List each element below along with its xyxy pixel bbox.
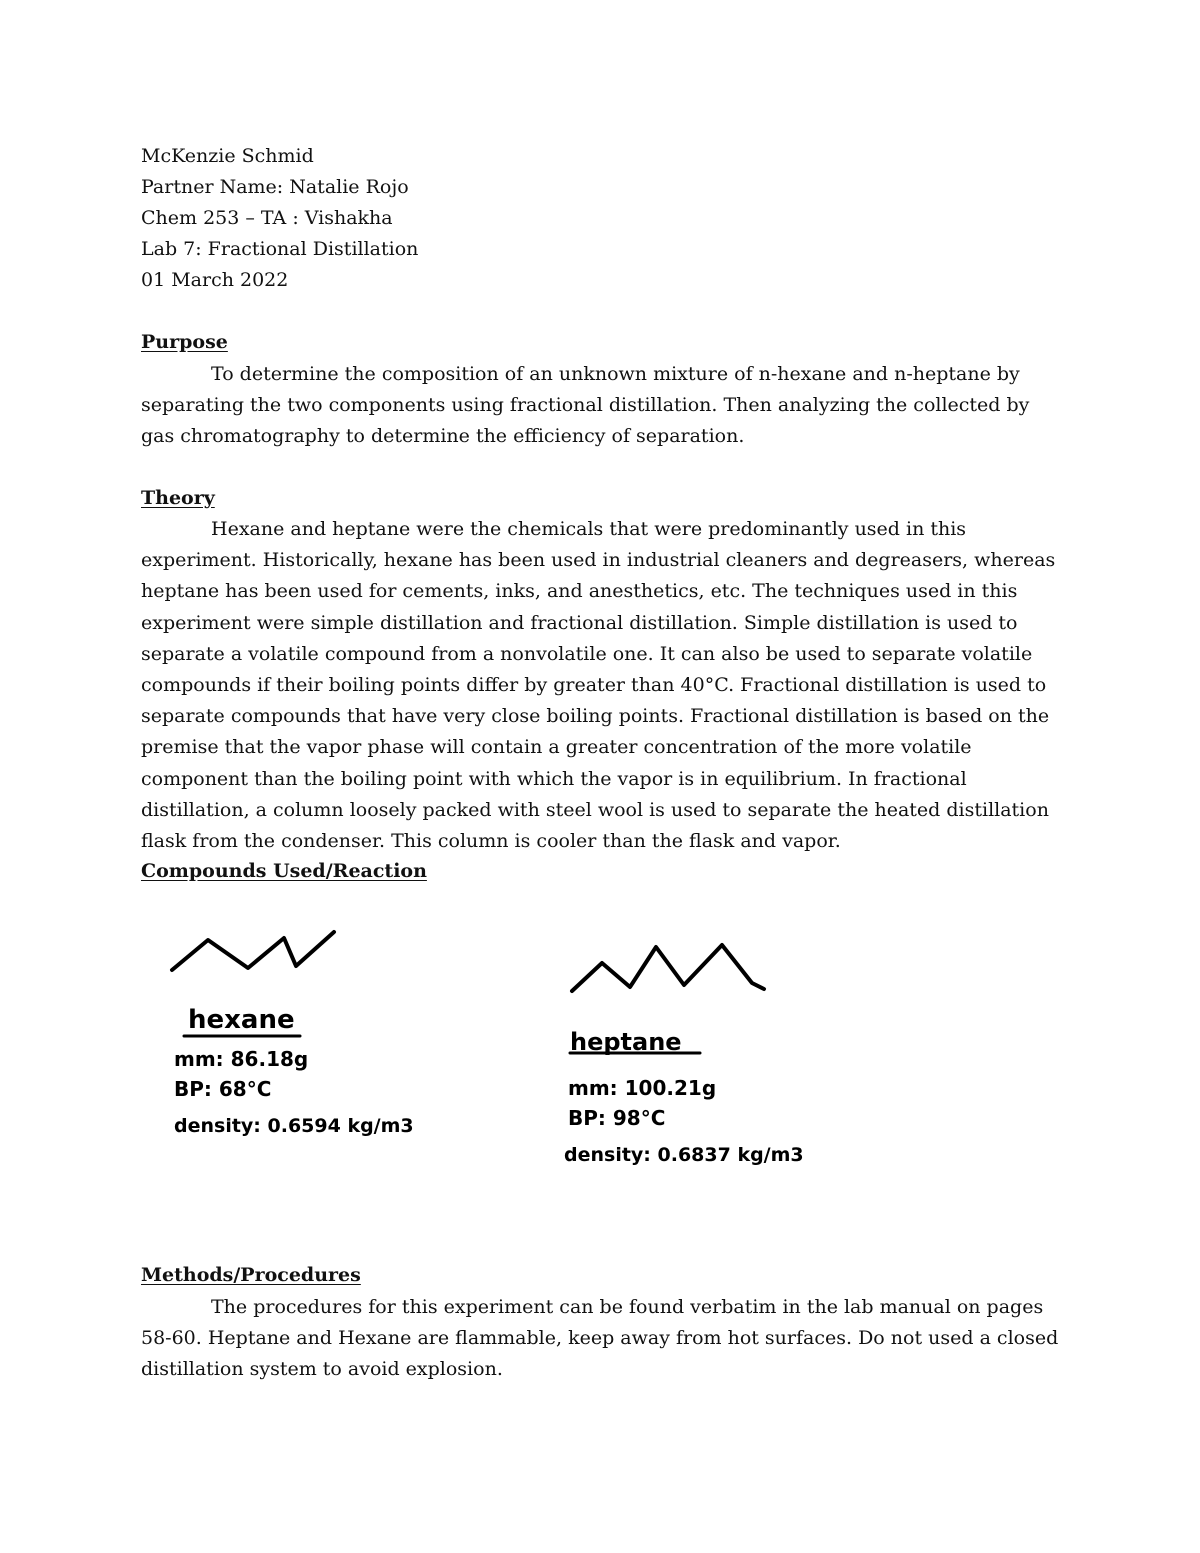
hexane-density: density: 0.6594 kg/m3: [174, 1115, 414, 1137]
hexane-boiling-point: BP: 68°C: [174, 1077, 272, 1101]
lab-title: Lab 7: Fractional Distillation: [141, 238, 419, 260]
methods-paragraph: [141, 1292, 1066, 1386]
purpose-paragraph: [141, 359, 1066, 453]
methods-text: The procedures for this experiment can be found verbatim in the lab manual on pages 58-60. Heptane and Hexane are flammable, keep away from hot surfaces. Do not used a closed distillation system to avoid explosion.: [141, 1296, 1059, 1381]
hexane-structure-drawing: [160, 920, 420, 1160]
heptane-skeletal-formula: [572, 945, 764, 991]
hexane-skeletal-formula: [172, 932, 334, 970]
hexane-label: hexane: [188, 1005, 295, 1035]
heptane-label: heptane: [570, 1028, 682, 1056]
purpose-heading: Purpose: [141, 331, 228, 353]
author-name: McKenzie Schmid: [141, 145, 314, 167]
theory-heading: Theory: [141, 487, 215, 509]
course-line: Chem 253 – TA : Vishakha: [141, 207, 393, 229]
report-date: 01 March 2022: [141, 269, 289, 291]
heptane-boiling-point: BP: 98°C: [568, 1106, 666, 1130]
heptane-density: density: 0.6837 kg/m3: [564, 1144, 804, 1166]
compounds-heading: Compounds Used/Reaction: [141, 860, 427, 882]
methods-heading: Methods/Procedures: [141, 1264, 361, 1286]
theory-text: Hexane and heptane were the chemicals that were predominantly used in this experiment. Historically, hexane has been used in industrial cleaners and degreasers, whereas heptane has been used for cements, inks, and anesthetics, etc. The techniques used in this experiment were simple distillation and fractional distillation. Simple distillation is used to separate a volatile compound from a nonvolatile one. It can also be used to separate volatile compounds if their boiling points differ by greater than 40°C. Fractional distillation is used to separate compounds that have very close boiling points. Fractional distillation is based on the premise that the vapor phase will contain a greater concentration of the more volatile component than the boiling point with which the vapor is in equilibrium. In fractional distillation, a column loosely packed with steel wool is used to separate the heated distillation flask from the condenser. This column is cooler than the flask and vapor.: [141, 518, 1056, 853]
partner-name: Partner Name: Natalie Rojo: [141, 176, 409, 198]
heptane-structure-drawing: [560, 935, 820, 1175]
hexane-molar-mass: mm: 86.18g: [174, 1047, 309, 1071]
purpose-text: To determine the composition of an unknown mixture of n-hexane and n-heptane by separating the two components using fractional distillation. Then analyzing the collected by gas chromatography to determine the efficiency of separation.: [141, 363, 1030, 448]
theory-paragraph: [141, 514, 1066, 857]
heptane-molar-mass: mm: 100.21g: [568, 1076, 717, 1100]
